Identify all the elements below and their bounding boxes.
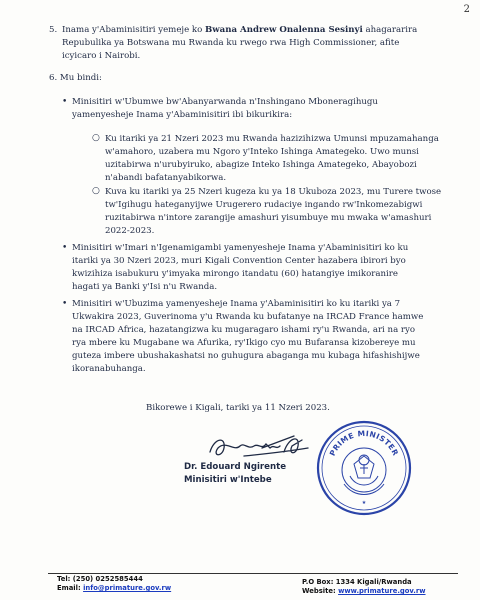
sub-2-line-4: 2022-2023. [105, 226, 155, 236]
email-link[interactable]: info@primature.gov.rw [83, 584, 172, 592]
bullet-3-line-1: Minisitiri w'Ubuzima yamenyesheje Inama y'Abaminisitiri ko ku itariki ya 7 [72, 299, 401, 309]
sub-1-line-1: Ku itariki ya 21 Nzeri 2023 mu Rwanda hazizihizwa Umunsi mpuzamahanga [105, 134, 439, 144]
signatory-title: Minisitiri w'Intebe [184, 475, 272, 485]
bullet-3-line-4: rya mbere ku Mugabane wa Afurika, ry'Ikigo cyo mu Bufaransa kizobereye mu [72, 338, 416, 348]
section-5-line-2 [62, 37, 450, 50]
footer-po-box: P.O Box: 1334 Kigali/Rwanda [302, 578, 412, 586]
section-5-text: Repubulika ya Botswana mu Rwanda ku rwego rwa High Commissioner, afite [62, 38, 400, 48]
sub-1-line-3: uzitabirwa n'urubyiruko, abagize Inteko Ishinga Amategeko, Abayobozi [105, 160, 417, 170]
section-5-line-3 [62, 50, 450, 63]
website-link[interactable]: www.primature.gov.rw [338, 587, 426, 595]
section-5-number: 5. [49, 25, 58, 35]
bullet-3-line-6: ikoranabuhanga. [72, 364, 146, 374]
footer-divider [48, 573, 458, 574]
section-5-text: icyicaro i Nairobi. [62, 51, 141, 61]
bullet-2-line-2: itariki ya 30 Nzeri 2023, muri Kigali Convention Center hazabera ibirori byo [72, 256, 406, 266]
bullet-2-line-1: Minisitiri w'Imari n'Igenamigambi yamenyesheje Inama y'Abaminisitiri ko ku [72, 243, 409, 253]
sub-2-line-2: tw'Igihugu hateganyijwe Urugerero rudaciye ingando rw'Inkomezabigwi [105, 200, 423, 210]
bullet-icon: • [62, 97, 68, 107]
bullet-3-line-5: guteza imbere ubushakashatsi no guhugura abaganga mu kubaga hifashishijwe [72, 351, 420, 361]
section-5-line-1 [62, 24, 450, 37]
signature [204, 426, 314, 466]
ambassador-name: Bwana Andrew Onalenna Sesinyi [205, 25, 363, 35]
circle-bullet-icon: ○ [92, 133, 100, 143]
bullet-1-line-2: yamenyesheje Inama y'Abaminisitiri ibi bikurikira: [72, 110, 293, 120]
seal-text: PRIME MINISTER [327, 428, 401, 458]
signatory-name: Dr. Edouard Ngirente [184, 462, 287, 472]
footer-tel: Tel: (250) 0252585444 [57, 575, 143, 583]
bullet-2-line-3: kwizihiza isabukuru y'imyaka mirongo itandatu (60) hatangiye imikoranire [72, 269, 398, 279]
sub-1-line-2: w'amahoro, uzabera mu Ngoro y'Inteko Ishinga Amategeko. Uwo munsi [105, 147, 419, 157]
svg-text:★: ★ [361, 500, 367, 506]
prime-minister-seal [314, 418, 414, 518]
page-number: 2 [463, 4, 470, 15]
section-6-heading: 6. Mu bindi: [49, 73, 102, 83]
sub-2-line-1: Kuva ku itariki ya 25 Nzeri kugeza ku ya 18 Ukuboza 2023, mu Turere twose [105, 187, 442, 197]
sub-1-line-4: n'abandi bafatanyabikorwa. [105, 173, 227, 183]
section-5-text: Inama y'Abaminisitiri yemeje ko [62, 25, 206, 35]
footer-email [57, 584, 171, 592]
footer-website [302, 587, 426, 595]
website-label: Website: [302, 587, 339, 595]
bullet-2-line-4: hagati ya Banki y'Isi n'u Rwanda. [72, 282, 218, 292]
closing-date-line: Bikorewe i Kigali, tariki ya 11 Nzeri 2023. [146, 403, 330, 413]
bullet-3-line-2: Ukwakira 2023, Guverinoma y'u Rwanda ku bufatanye na IRCAD France hamwe [72, 312, 424, 322]
svg-text:PRIME MINISTER [328, 429, 401, 458]
bullet-1-line-1: Minisitiri w'Ubumwe bw'Abanyarwanda n'Inshingano Mboneragihugu [72, 97, 378, 107]
bullet-icon: • [62, 299, 68, 309]
email-label: Email: [57, 584, 84, 592]
sub-2-line-3: ruzitabirwa n'intore zarangije amashuri yisumbuye mu mwaka w'amashuri [105, 213, 432, 223]
bullet-icon: • [62, 243, 68, 253]
circle-bullet-icon: ○ [92, 186, 100, 196]
section-5-text: ahagararira [362, 25, 418, 35]
bullet-3-line-3: na IRCAD Africa, hazatangizwa ku mugaragaro ishami ry'u Rwanda, ari na ryo [72, 325, 416, 335]
